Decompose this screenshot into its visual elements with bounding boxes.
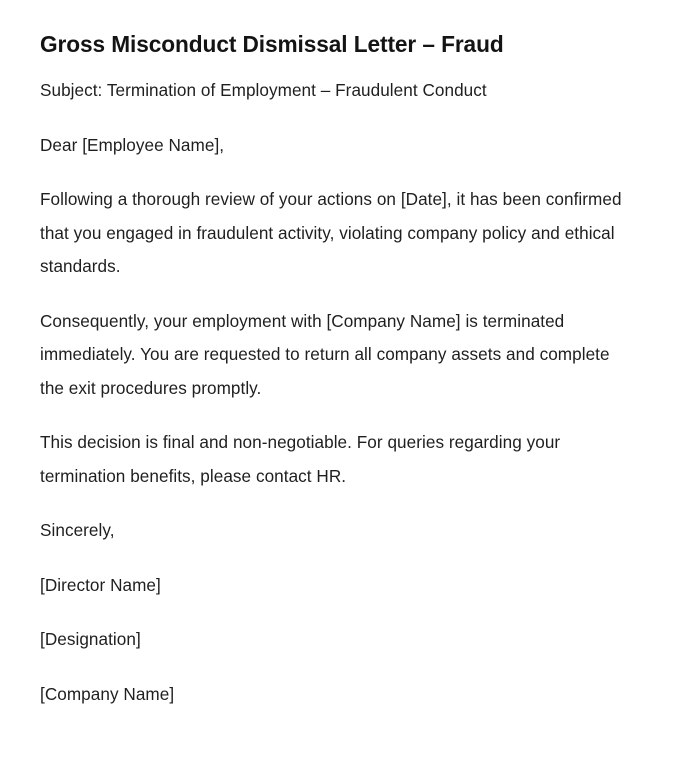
body-paragraph-2: Consequently, your employment with [Company Name] is terminated immediately. You are requested to return all company assets and complete the exit procedures promptly.: [40, 310, 610, 398]
letter-body: [40, 74, 660, 711]
signature-director-name: [Director Name]: [40, 574, 161, 595]
body-paragraph-1: Following a thorough review of your actions on [Date], it has been confirmed that you engaged in fraudulent activity, violating company policy and ethical standards.: [40, 189, 622, 276]
signature-designation: [Designation]: [40, 629, 141, 649]
signature-company-name: [Company Name]: [40, 683, 175, 704]
subject-line: Subject: Termination of Employment – Fraudulent Conduct: [40, 80, 487, 100]
closing-line: Sincerely,: [40, 520, 115, 540]
body-paragraph-3: This decision is final and non-negotiable. For queries regarding your termination benefits, please contact HR.: [40, 432, 561, 486]
page-title: Gross Misconduct Dismissal Letter – Fraud: [40, 31, 504, 57]
salutation: Dear [Employee Name],: [40, 134, 225, 155]
